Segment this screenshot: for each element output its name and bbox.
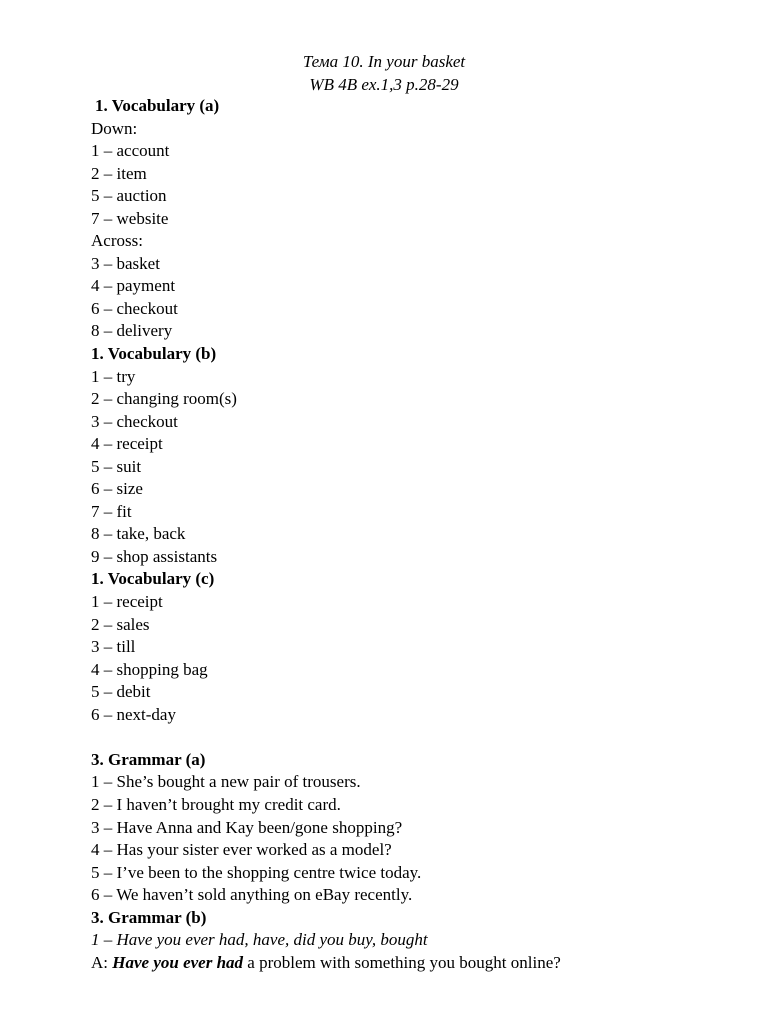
list-item: 4 – shopping bag bbox=[91, 659, 208, 679]
document-title: Тема 10. In your basket bbox=[302, 52, 466, 71]
list-item: 7 – website bbox=[91, 208, 169, 228]
section-heading-vocab-b: 1. Vocabulary (b) bbox=[91, 344, 217, 364]
list-item: 8 – take, back bbox=[91, 524, 186, 544]
list-item: 5 – suit bbox=[91, 456, 142, 476]
list-item: 2 – changing room(s) bbox=[91, 389, 237, 409]
list-item: 5 – I’ve been to the shopping centre twice today. bbox=[91, 862, 422, 882]
dialogue-line bbox=[91, 952, 731, 975]
list-item: 1 – account bbox=[91, 141, 170, 161]
document-header bbox=[0, 51, 768, 96]
list-item: 5 – auction bbox=[91, 186, 167, 206]
section-heading-grammar-a: 3. Grammar (a) bbox=[91, 749, 206, 769]
section-heading-vocab-a: 1. Vocabulary (a) bbox=[95, 96, 220, 115]
list-item: 4 – receipt bbox=[91, 434, 163, 454]
grammar-b-answer-key: 1 – Have you ever had, have, did you buy, bought bbox=[91, 930, 428, 950]
list-item: 4 – Has your sister ever worked as a model? bbox=[91, 840, 392, 860]
list-item: 6 – checkout bbox=[91, 298, 178, 318]
document-body bbox=[91, 95, 731, 974]
list-item: 6 – We haven’t sold anything on eBay recently. bbox=[91, 885, 413, 905]
list-item: 6 – next-day bbox=[91, 704, 176, 724]
list-item: 3 – till bbox=[91, 637, 136, 657]
list-item: 2 – item bbox=[91, 163, 147, 183]
list-item: 1 – try bbox=[91, 366, 136, 386]
answer-highlight: Have you ever had bbox=[112, 952, 244, 972]
list-item: 8 – delivery bbox=[91, 321, 173, 341]
list-item: 3 – basket bbox=[91, 253, 160, 273]
list-item: 7 – fit bbox=[91, 501, 132, 521]
list-item: 4 – payment bbox=[91, 276, 176, 296]
blank-line bbox=[91, 726, 731, 749]
list-item: 5 – debit bbox=[91, 682, 151, 702]
list-item: 1 – receipt bbox=[91, 592, 163, 612]
list-item: 2 – sales bbox=[91, 614, 150, 634]
speaker-label: A: bbox=[91, 952, 113, 972]
across-label: Across: bbox=[91, 231, 143, 251]
list-item: 6 – size bbox=[91, 479, 143, 499]
document-subtitle: WB 4B ex.1,3 p.28-29 bbox=[309, 74, 459, 94]
section-heading-vocab-c: 1. Vocabulary (c) bbox=[91, 569, 215, 589]
down-label: Down: bbox=[91, 118, 138, 138]
section-heading-grammar-b: 3. Grammar (b) bbox=[91, 907, 207, 927]
list-item: 9 – shop assistants bbox=[91, 546, 218, 566]
list-item: 3 – checkout bbox=[91, 411, 178, 431]
list-item: 3 – Have Anna and Kay been/gone shopping? bbox=[91, 817, 403, 837]
list-item: 2 – I haven’t brought my credit card. bbox=[91, 794, 341, 814]
dialogue-text: a problem with something you bought online? bbox=[243, 952, 561, 972]
list-item: 1 – She’s bought a new pair of trousers. bbox=[91, 772, 361, 792]
